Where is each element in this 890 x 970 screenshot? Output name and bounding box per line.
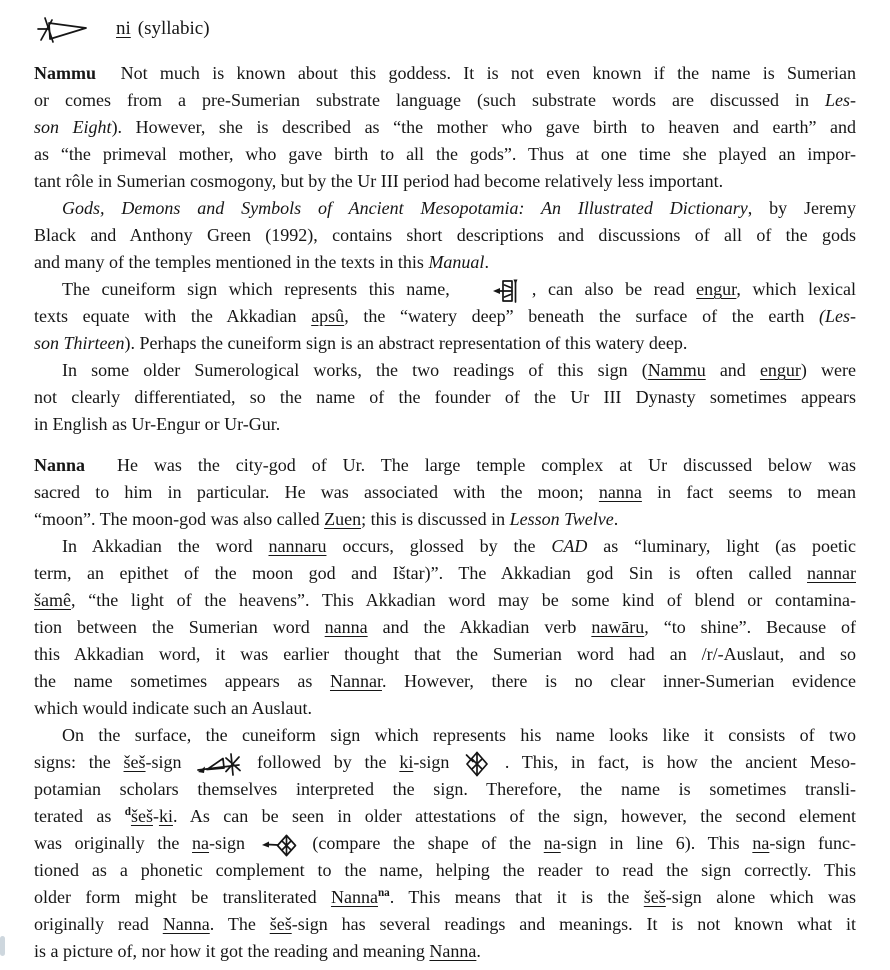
text-run: ki	[399, 752, 414, 772]
text-line	[34, 641, 856, 668]
text-line	[34, 168, 856, 195]
text-line	[34, 911, 856, 938]
text-run: and many of the temples mentioned in the texts in this	[34, 252, 429, 272]
text-run: Not much is known about this goddess. It is not even known if the name is Sumerian	[96, 63, 856, 83]
text-run: signs: the	[34, 752, 124, 772]
text-run: na	[543, 833, 561, 853]
text-run: Black and Anthony Green (1992), contains short descriptions and discussions of all of the gods	[34, 225, 856, 245]
text-line	[34, 357, 856, 384]
text-run: .	[476, 941, 481, 961]
text-run: d	[124, 806, 131, 818]
text-run: Nanna	[330, 887, 378, 907]
paragraph-on-the-surface	[34, 722, 856, 965]
text-line	[34, 60, 856, 87]
text-run: In some older Sumerological works, the two readings of this sign (	[62, 360, 648, 380]
text-run: -	[152, 806, 159, 826]
scan-artifact	[0, 936, 5, 956]
text-run: nawāru	[591, 617, 645, 637]
text-line	[34, 452, 856, 479]
text-run: na	[377, 887, 390, 899]
text-run: na	[752, 833, 770, 853]
text-run: šeš	[643, 887, 666, 907]
text-run: nanna	[324, 617, 368, 637]
text-run: tant rôle in Sumerian cosmogony, but by the Ur III period had become relatively less important.	[34, 171, 724, 191]
text-run: as “the primeval mother, who gave birth to all the gods”. Thus at one time she played an impor-	[34, 144, 856, 164]
paragraph-akkadian-nannaru	[34, 533, 856, 722]
text-run: is a picture of, nor how it got the reading and meaning	[34, 941, 430, 961]
text-run: potamian scholars themselves interpreted the sign. Therefore, the name is sometimes transli-	[34, 779, 856, 799]
text-line	[34, 749, 856, 776]
text-line	[34, 303, 856, 330]
text-line	[34, 222, 856, 249]
text-run: Zuen	[324, 509, 362, 529]
text-run: Nanna	[34, 455, 86, 475]
text-line	[34, 803, 856, 830]
text-run: in fact seems to mean	[641, 482, 856, 502]
text-run: Nanna	[429, 941, 477, 961]
text-run: “moon”. The moon-god was also called	[34, 509, 325, 529]
text-run: not clearly differentiated, so the name of the founder of the Ur III Dynasty sometimes appears	[34, 387, 856, 407]
text-run: . This, in fact, is how the ancient Meso-	[492, 752, 857, 772]
text-line	[34, 668, 856, 695]
text-run: . The	[209, 914, 270, 934]
text-run: , can also be read	[520, 279, 697, 299]
text-run: engur	[759, 360, 801, 380]
sign-reading: ni	[116, 18, 131, 39]
text-run: was originally the	[34, 833, 193, 853]
text-line	[34, 938, 856, 965]
text-run: as “luminary, light (as poetic	[587, 536, 857, 556]
text-run: this Akkadian word, it was earlier thought that the Sumerian word had an /r/-Auslaut, and so	[34, 644, 856, 664]
text-run: Manual	[428, 252, 485, 272]
text-run: šeš	[269, 914, 292, 934]
page-body	[34, 60, 856, 965]
text-line	[34, 195, 856, 222]
sign-entry-line	[34, 12, 856, 46]
text-run: šeš	[123, 752, 146, 772]
text-line	[34, 506, 856, 533]
text-run: -sign	[413, 752, 463, 772]
text-run: terated as	[34, 806, 125, 826]
text-run: -sign	[145, 752, 195, 772]
text-run: (compare the shape of the	[299, 833, 544, 853]
text-run: On the surface, the cuneiform sign which represents his name looks like it consists of two	[62, 725, 856, 745]
na-sign-glyph	[260, 832, 298, 858]
text-run: ki	[158, 806, 173, 826]
text-run: Nammu	[34, 63, 96, 83]
paragraph-older-sumerological-works	[34, 357, 856, 438]
text-run: -sign has several readings and meanings. It is not known what it	[291, 914, 856, 934]
text-run: occurs, glossed by the	[326, 536, 552, 556]
text-run: followed by the	[244, 752, 400, 772]
text-line	[34, 87, 856, 114]
text-line	[34, 614, 856, 641]
text-run: in English as Ur-Engur or Ur-Gur.	[34, 414, 281, 434]
shesh-sign-glyph	[196, 751, 242, 777]
text-run: šeš	[130, 806, 153, 826]
text-run: The cuneiform sign which represents this name,	[62, 279, 462, 299]
text-run: He was the city-god of Ur. The large temple complex at Ur discussed below was	[85, 455, 856, 475]
text-run: . However, there is no clear inner-Sumerian evidence	[381, 671, 856, 691]
paragraph-nanna	[34, 452, 856, 533]
text-run: the name sometimes appears as	[34, 671, 330, 691]
text-run: CAD	[551, 536, 588, 556]
text-run: apsû	[311, 306, 345, 326]
text-run: ; this is discussed in	[361, 509, 510, 529]
text-run: son Eight	[34, 117, 112, 137]
engur-sign-glyph	[463, 277, 518, 305]
text-line	[34, 330, 856, 357]
text-run: -sign func-	[769, 833, 857, 853]
text-run: In Akkadian the word	[62, 536, 269, 556]
text-run: older form might be transliterated	[34, 887, 331, 907]
text-run: Les-	[825, 90, 856, 110]
sign-annotation: (syllabic)	[137, 18, 210, 39]
text-run: which would indicate such an Auslaut.	[34, 698, 312, 718]
text-run: Nannar	[329, 671, 382, 691]
text-run: texts equate with the Akkadian	[34, 306, 312, 326]
paragraph-nammu	[34, 60, 856, 195]
text-run: -sign	[209, 833, 258, 853]
text-line	[34, 384, 856, 411]
text-run: tioned as a phonetic complement to the name, helping the reader to read the sign correctly. This	[34, 860, 856, 880]
text-run: Lesson Twelve	[509, 509, 614, 529]
text-run: son Thirteen	[34, 333, 125, 353]
text-run: .	[484, 252, 489, 272]
text-run: nannar	[807, 563, 856, 583]
text-run: , the “watery deep” beneath the surface of the earth	[344, 306, 819, 326]
text-run: Nammu	[647, 360, 706, 380]
text-line	[34, 776, 856, 803]
text-line	[34, 884, 856, 911]
text-line	[34, 276, 856, 303]
text-run: ). Perhaps the cuneiform sign is an abstract representation of this watery deep.	[124, 333, 688, 353]
text-line	[34, 114, 856, 141]
text-run: ) were	[800, 360, 857, 380]
text-run: -sign alone which was	[665, 887, 856, 907]
text-line	[34, 722, 856, 749]
text-run: .	[613, 509, 619, 529]
text-run: or comes from a pre-Sumerian substrate language (such substrate words are discussed in	[34, 90, 825, 110]
text-run: , “to shine”. Because of	[644, 617, 857, 637]
text-run: -sign in line 6). This	[560, 833, 753, 853]
text-run: nanna	[598, 482, 642, 502]
text-line	[34, 533, 856, 560]
text-run: šamê	[34, 590, 71, 610]
text-line	[34, 560, 856, 587]
text-run: tion between the Sumerian word	[34, 617, 325, 637]
text-line	[34, 479, 856, 506]
text-line	[34, 830, 856, 857]
text-run: (Les-	[818, 306, 856, 326]
text-run: nannaru	[268, 536, 327, 556]
text-run: na	[192, 833, 210, 853]
text-run: ). However, she is described as “the mother who gave birth to heaven and earth” and	[111, 117, 856, 137]
text-line	[34, 695, 856, 722]
text-run: , “the light of the heavens”. This Akkadian word may be some kind of blend or contamina-	[70, 590, 856, 610]
text-run: . As can be seen in older attestations of the sign, however, the second element	[172, 806, 856, 826]
text-run: and	[705, 360, 760, 380]
paragraph-gods-demons-book	[34, 195, 856, 276]
text-run: engur	[696, 279, 737, 299]
text-line	[34, 249, 856, 276]
text-line	[34, 857, 856, 884]
text-run: originally read	[34, 914, 163, 934]
ni-sign-glyph	[36, 14, 90, 44]
text-run: and the Akkadian verb	[367, 617, 592, 637]
text-line	[34, 411, 856, 438]
text-run: , which lexical	[736, 279, 857, 299]
text-run: sacred to him in particular. He was associated with the moon;	[34, 482, 599, 502]
text-line	[34, 587, 856, 614]
text-run: . This means that it is the	[389, 887, 644, 907]
ki-sign-glyph	[464, 750, 490, 778]
text-line	[34, 141, 856, 168]
paragraph-cuneiform-sign-engur	[34, 276, 856, 357]
text-run: term, an epithet of the moon god and Ištar)”. The Akkadian god Sin is often called	[34, 563, 808, 583]
text-run: Nanna	[162, 914, 210, 934]
text-run: , by Jeremy	[747, 198, 856, 218]
text-run: Gods, Demons and Symbols of Ancient Mesopotamia: An Illustrated Dictionary	[62, 198, 748, 218]
